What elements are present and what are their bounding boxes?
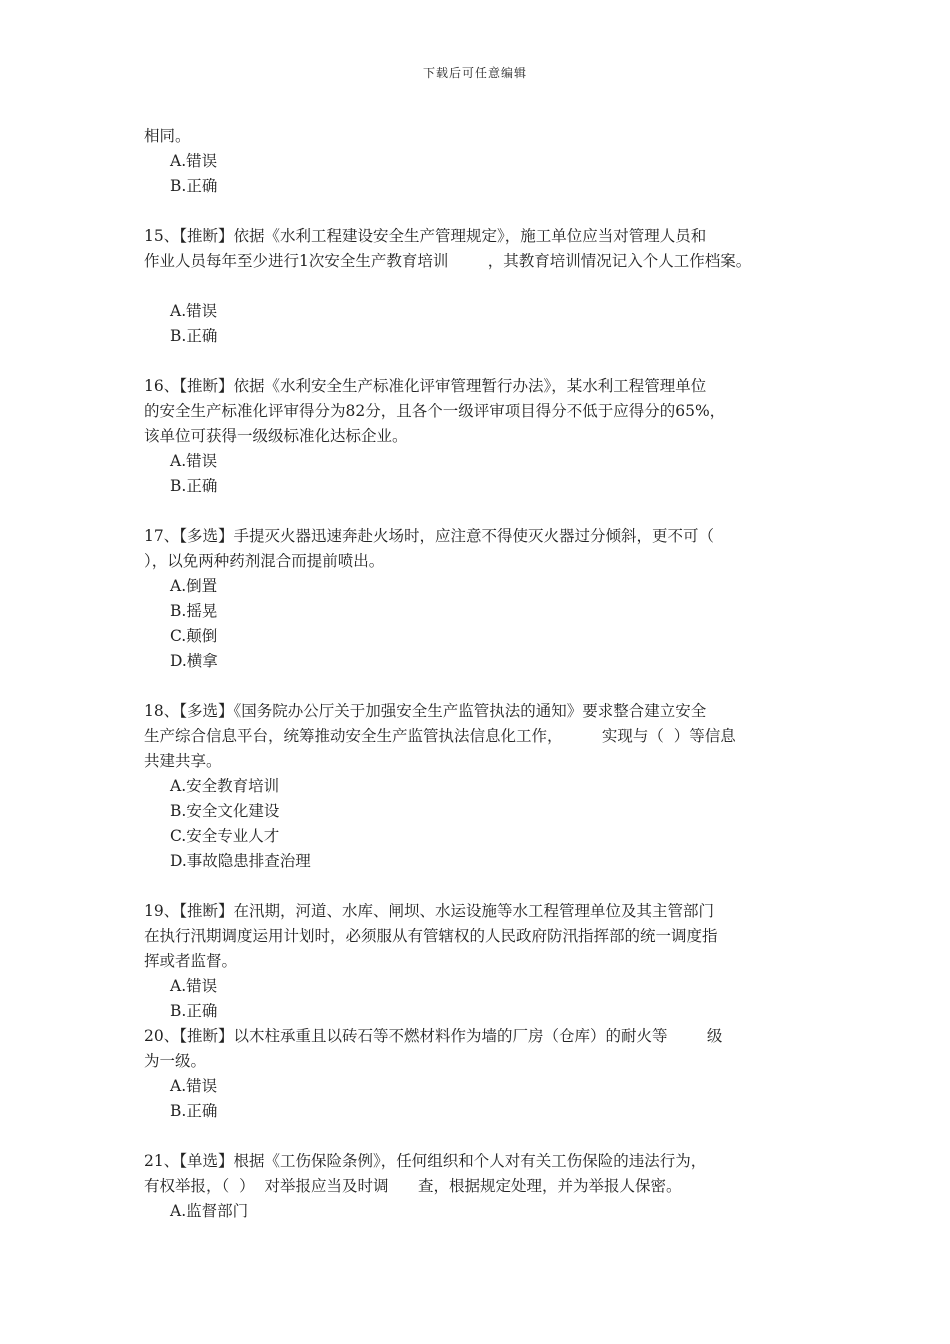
question-18 (144, 699, 824, 874)
option: D.横拿 (170, 652, 218, 670)
question-line: 挥或者监督。 (144, 952, 238, 970)
option: B.正确 (170, 477, 218, 495)
question-15 (144, 224, 824, 349)
question-line: 20、【推断】以木柱承重且以砖石等不燃材料作为墙的厂房（仓库）的耐火等 级 (144, 1027, 723, 1045)
question-line: 有权举报，（ ） 对举报应当及时调 查，根据规定处理，并为举报人保密。 (144, 1177, 682, 1195)
option: A.倒置 (170, 577, 218, 595)
option: B.安全文化建设 (170, 802, 280, 820)
question-line: 15、【推断】依据《水利工程建设安全生产管理规定》，施工单位应当对管理人员和 (144, 227, 707, 245)
question-line: 19、【推断】在汛期，河道、水库、闸坝、水运设施等水工程管理单位及其主管部门 (144, 902, 714, 920)
question-line: 该单位可获得一级级标准化达标企业。 (144, 427, 408, 445)
intro-block (144, 124, 824, 199)
option: D.事故隐患排查治理 (170, 852, 311, 870)
page-header: 下载后可任意编辑 (422, 66, 527, 80)
option: C.安全专业人才 (170, 827, 280, 845)
question-line: 16、【推断】依据《水利安全生产标准化评审管理暂行办法》，某水利工程管理单位 (144, 377, 707, 395)
question-line: 21、【单选】根据《工伤保险条例》，任何组织和个人对有关工伤保险的违法行为， (144, 1152, 707, 1170)
option: B.正确 (170, 327, 218, 345)
option: B.正确 (170, 1102, 218, 1120)
document-body (144, 124, 824, 1224)
option: B.正确 (170, 1002, 218, 1020)
question-17 (144, 524, 824, 674)
question-20 (144, 1024, 824, 1124)
question-line: ），以免两种药剂混合而提前喷出。 (144, 552, 385, 570)
option: A.错误 (170, 977, 218, 995)
question-line: 17、【多选】手提灭火器迅速奔赴火场时，应注意不得使灭火器过分倾斜，更不可（ (144, 527, 714, 545)
question-line: 作业人员每年至少进行1次安全生产教育培训 ，其教育培训情况记入个人工作档案。 (144, 252, 752, 270)
question-line: 共建共享。 (144, 752, 222, 770)
intro-text: 相同。 (144, 127, 191, 145)
option: A.错误 (170, 452, 218, 470)
option: B.正确 (170, 177, 218, 195)
option: A.错误 (170, 1077, 218, 1095)
question-line: 18、【多选】《国务院办公厅关于加强安全生产监管执法的通知》要求整合建立安全 (144, 702, 707, 720)
question-19 (144, 899, 824, 1024)
option: A.监督部门 (170, 1202, 249, 1220)
option: A.安全教育培训 (170, 777, 280, 795)
question-21 (144, 1149, 824, 1224)
option: A.错误 (170, 152, 218, 170)
question-line: 生产综合信息平台，统筹推动安全生产监管执法信息化工作， 实现与（ ）等信息 (144, 727, 736, 745)
question-16 (144, 374, 824, 499)
question-line: 在执行汛期调度运用计划时，必须服从有管辖权的人民政府防汛指挥部的统一调度指 (144, 927, 718, 945)
question-line: 为一级。 (144, 1052, 207, 1070)
question-line: 的安全生产标准化评审得分为82分，且各个一级评审项目得分不低于应得分的65%， (144, 402, 726, 420)
option: C.颠倒 (170, 627, 218, 645)
option: A.错误 (170, 302, 218, 320)
option: B.摇晃 (170, 602, 218, 620)
